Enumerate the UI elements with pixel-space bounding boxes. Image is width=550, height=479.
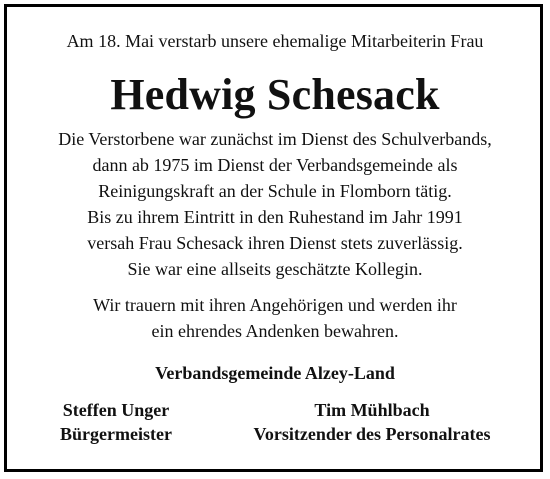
signatory-left: [36, 398, 196, 446]
mourning-line: ein ehrendes Andenken bewahren.: [151, 321, 399, 341]
body-line: Reinigungskraft an der Schule in Flomborn tätig.: [98, 181, 452, 201]
body-line: dann ab 1975 im Dienst der Verbandsgemeinde als: [92, 155, 458, 175]
signatory-name: Steffen Unger: [62, 400, 170, 420]
signatory-right: [232, 398, 512, 446]
signatory-name: Tim Mühlbach: [314, 400, 430, 420]
signatory-title: Bürgermeister: [60, 424, 172, 444]
signatory-title: Vorsitzender des Personalrates: [253, 424, 491, 444]
body-line: Die Verstorbene war zunächst im Dienst des Schulverbands,: [58, 129, 492, 149]
intro-text: Am 18. Mai verstarb unsere ehemalige Mitarbeiterin Frau: [66, 31, 484, 51]
deceased-name: Hedwig Schesack: [110, 70, 440, 119]
body-line: Sie war eine allseits geschätzte Kollegin.: [127, 259, 423, 279]
body-line: versah Frau Schesack ihren Dienst stets zuverlässig.: [87, 233, 463, 253]
organization-name: Verbandsgemeinde Alzey-Land: [155, 363, 395, 383]
mourning-line: Wir trauern mit ihren Angehörigen und werden ihr: [93, 295, 457, 315]
body-line: Bis zu ihrem Eintritt in den Ruhestand im Jahr 1991: [87, 207, 463, 227]
